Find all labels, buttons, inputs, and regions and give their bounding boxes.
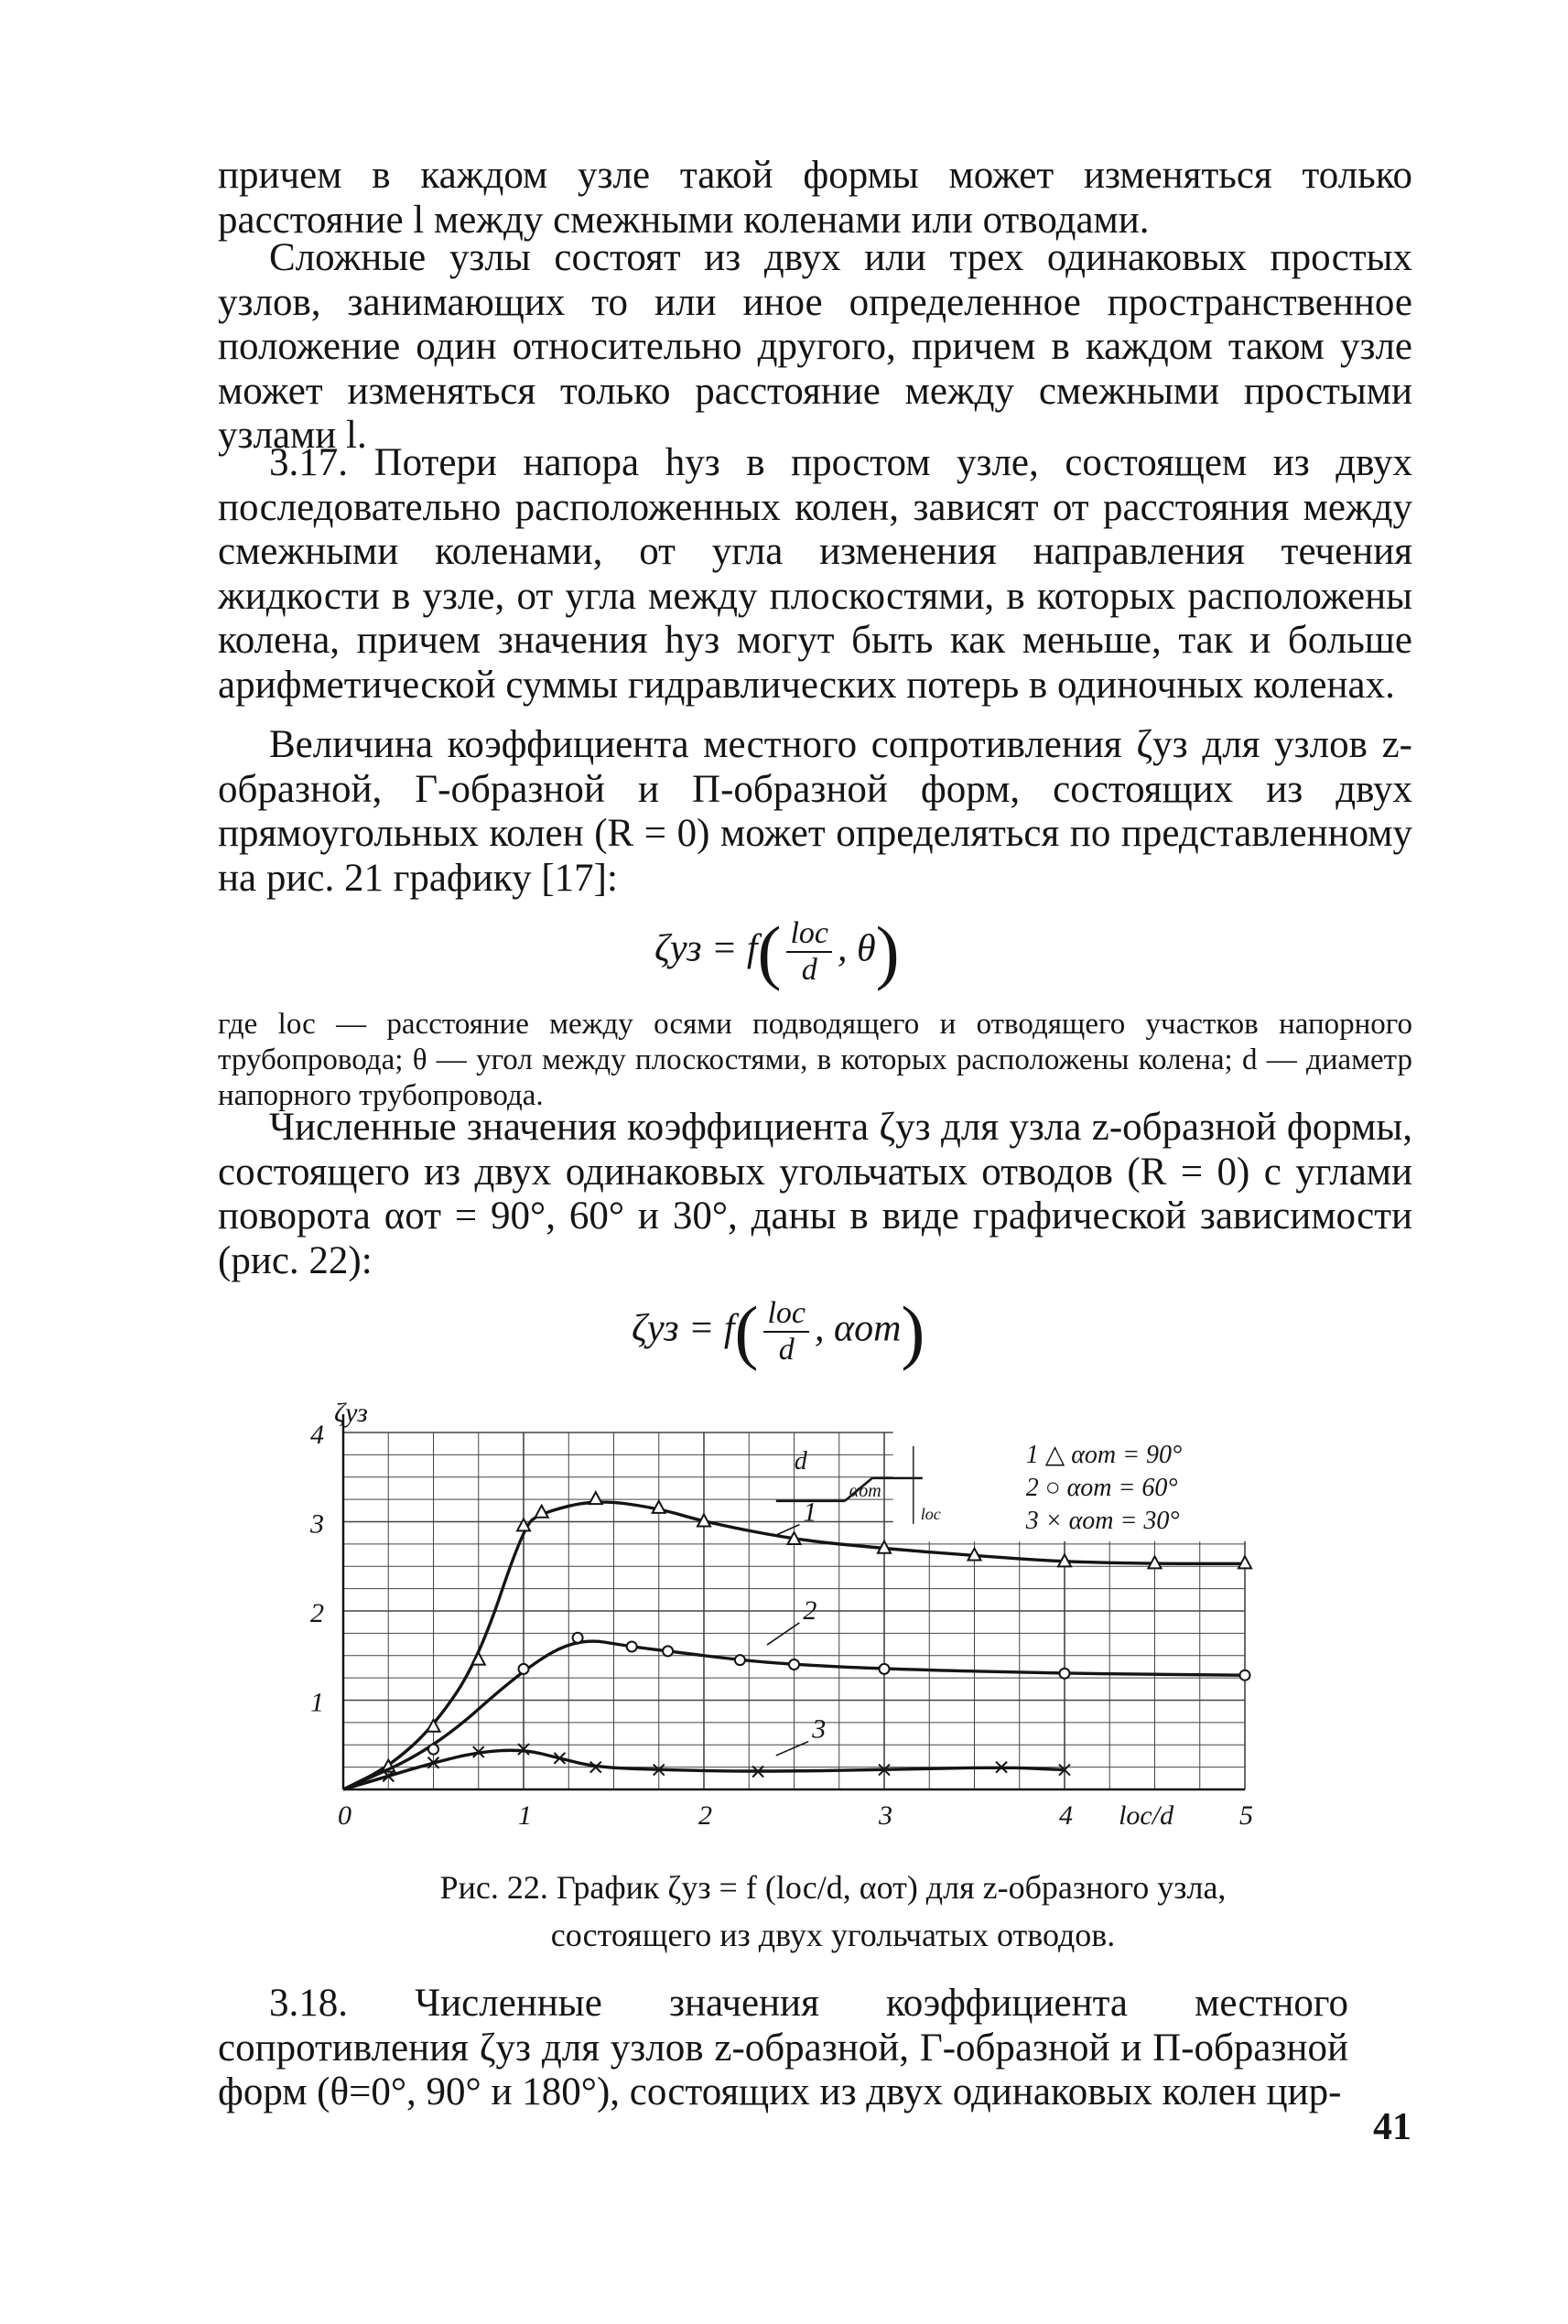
formula-2-paren-close: ) [901,1292,925,1371]
formula-2-lhs: ζуз = f [632,1307,735,1350]
paragraph-7: 3.18. Численные значения коэффициента местного сопротивления ζуз для узлов z-образной, Г-образной и П-образной форм (θ=0°, 90° и 180°), состоящих из двух одинаковых колен цир- [218,1982,1348,2114]
series-2-point [735,1655,745,1665]
paragraph-2: Сложные узлы состоят из двух или трех одинаковых простых узлов, занимающих то или иное определенное пространственное положение один относительно другого, причем в каждом таком узле может изменяться только расстояние между смежными простыми узлами l. [218,236,1412,458]
series-2-point [880,1664,890,1674]
inset-label-l: lос [920,1504,941,1523]
series-2-point [519,1664,529,1674]
series-2-point [428,1745,438,1755]
series-2-point [573,1633,583,1643]
y-axis-label: ζуз [334,1398,368,1428]
paragraph-5: где lос — расстояние между осями подводящего и отводящего участков напорного трубопровода; θ — угол между плоскостями, в которых расположены колена; d — диаметр напорного трубопровода. [218,1008,1412,1112]
series-2-point [627,1642,637,1652]
series-2-point [1060,1669,1070,1679]
x-tick-label: 5 [1239,1800,1253,1831]
inset-label-angle: αот [849,1480,881,1501]
y-tick-label: 3 [310,1508,324,1540]
y-tick-label: 4 [310,1420,324,1450]
series-label-2: 2 [803,1594,817,1626]
formula-1-lhs: ζуз = f [654,927,758,970]
formula-1-numerator: lос [786,916,832,953]
formula-2-denominator: d [778,1333,795,1367]
zeta-chart [302,1396,1272,1844]
figure-caption-line-1: Рис. 22. График ζуз = f (lос/d, αот) для z-образного узла, [439,1869,1227,1906]
legend-entry: 3 × αот = 30° [1025,1506,1180,1535]
paragraph-6: Численные значения коэффициента ζуз для узла z-образной формы, состоящего из двух одинаковых угольчатых отводов (R = 0) с углами поворота αот = 90°, 60° и 30°, даны в виде графической зависимости (рис. 22): [218,1106,1412,1282]
formula-1-arg2: , θ [838,927,876,970]
formula-1 [654,911,900,993]
formula-2-fraction [763,1296,809,1367]
paragraph-4: Величина коэффициента местного сопротивления ζуз для узлов z-образной, Г-образной и П-образной форм, состоящих из двух прямоугольных колен (R = 0) может определяться по представленному на рис. 21 графику [17]: [218,723,1412,900]
series-1-point [427,1720,440,1732]
series-2-point [663,1646,673,1656]
x-tick-label: 2 [698,1800,712,1831]
series-label-leader-2 [767,1623,799,1645]
formula-1-paren-close: ) [875,912,900,991]
legend-entry: 2 ○ αот = 60° [1025,1473,1178,1502]
y-tick-label: 1 [310,1687,324,1718]
formula-1-paren-open: ( [757,912,782,991]
formula-2-arg2: , αот [815,1307,902,1350]
formula-1-fraction [786,916,832,988]
formula-2-numerator: lос [763,1296,809,1333]
series-label-leader-1 [776,1525,800,1536]
series-label-3: 3 [812,1713,827,1745]
series-2-point [789,1659,799,1670]
paragraph-3: 3.17. Потери напора hуз в простом узле, состоящем из двух последовательно расположенных колен, зависят от расстояния между смежными коленами, от угла изменения направления течения жидкости в узле, от угла между плоскостями, в которых расположены колена, причем значения hуз могут быть как меньше, так и больше арифметической суммы гидравлических потерь в одиночных коленах. [218,441,1412,707]
inset-label-d: d [794,1446,807,1475]
x-tick-label: 1 [518,1800,532,1831]
series-2-point [1240,1670,1250,1681]
page-number: 41 [1373,2106,1411,2148]
x-tick-label: 0 [338,1800,351,1831]
x-axis-label: lос/d [1119,1800,1174,1831]
x-tick-label: 3 [879,1800,892,1831]
y-tick-label: 2 [310,1598,324,1628]
series-1-point [589,1492,602,1504]
series-label-leader-3 [776,1742,808,1756]
figure-caption-line-2: состоящего из двух угольчатых отводов. [550,1917,1116,1953]
formula-1-denominator: d [801,953,817,987]
formula-2-paren-open: ( [734,1292,759,1371]
x-tick-label: 4 [1059,1800,1073,1831]
legend-entry: 1 △ αот = 90° [1025,1440,1183,1469]
series-label-1: 1 [803,1497,817,1528]
paragraph-1: причем в каждом узле такой формы может изменяться только расстояние l между смежными коленами или отводами. [218,154,1412,242]
formula-2 [632,1291,925,1373]
